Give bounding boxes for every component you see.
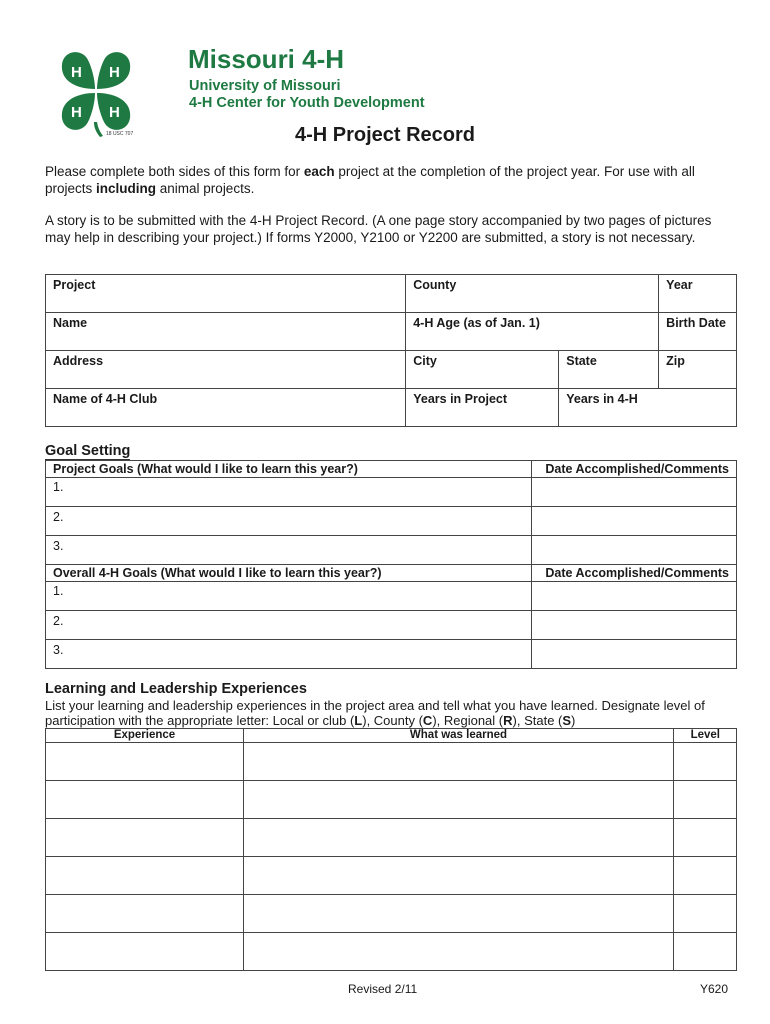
org-line-1: University of Missouri	[189, 78, 341, 94]
level-cell[interactable]	[674, 895, 737, 933]
years-in-4h-field[interactable]: Years in 4-H	[559, 389, 737, 427]
date-comments-header: Date Accomplished/Comments	[532, 461, 737, 478]
intro-paragraph-2: A story is to be submitted with the 4-H Project Record. (A one page story accompanied by two pages of pictures may help in describing your project.) If forms Y2000, Y2100 or Y2200 are submitted, a story is not necessary.	[45, 213, 712, 245]
address-field[interactable]: Address	[46, 351, 406, 389]
birth-date-field[interactable]: Birth Date	[659, 313, 737, 351]
project-goals-header: Project Goals (What would I like to learn this year?)	[46, 461, 532, 478]
club-field[interactable]: Name of 4-H Club	[46, 389, 406, 427]
experiences-table	[45, 728, 737, 971]
overall-goal-1-comment[interactable]	[532, 582, 737, 611]
city-field[interactable]: City	[406, 351, 559, 389]
learning-description: List your learning and leadership experiences in the project area and tell what you have learned. Designate level of participation with the appropriate letter: Local or club (L), County (C), Regional (R), State (S)	[45, 698, 705, 728]
learned-cell[interactable]	[244, 933, 674, 971]
age-field[interactable]: 4-H Age (as of Jan. 1)	[406, 313, 659, 351]
project-goal-2-comment[interactable]	[532, 507, 737, 536]
logo-letter-4: H	[109, 104, 120, 121]
learned-cell[interactable]	[244, 857, 674, 895]
project-goal-1-comment[interactable]	[532, 478, 737, 507]
overall-goal-3[interactable]: 3.	[46, 640, 532, 669]
overall-goal-2-comment[interactable]	[532, 611, 737, 640]
form-id: Y620	[700, 982, 729, 996]
experience-column-header: Experience	[46, 729, 244, 743]
year-field[interactable]: Year	[659, 275, 737, 313]
project-goal-1[interactable]: 1.	[46, 478, 532, 507]
intro-paragraph-1: Please complete both sides of this form for each project at the completion of the project year. For use with all projects including animal projects.	[45, 164, 695, 196]
logo-caption: 18 USC 707	[106, 131, 134, 137]
project-goal-3-comment[interactable]	[532, 536, 737, 565]
project-goal-3[interactable]: 3.	[46, 536, 532, 565]
project-goal-2[interactable]: 2.	[46, 507, 532, 536]
overall-goal-3-comment[interactable]	[532, 640, 737, 669]
experience-cell[interactable]	[46, 895, 244, 933]
experience-cell[interactable]	[46, 857, 244, 895]
org-title: Missouri 4-H	[188, 44, 345, 74]
overall-goals-header: Overall 4-H Goals (What would I like to learn this year?)	[46, 565, 532, 582]
level-cell[interactable]	[674, 819, 737, 857]
member-info-table	[45, 274, 737, 427]
overall-goal-2[interactable]: 2.	[46, 611, 532, 640]
level-cell[interactable]	[674, 857, 737, 895]
project-field[interactable]: Project	[46, 275, 406, 313]
name-field[interactable]: Name	[46, 313, 406, 351]
goal-setting-table	[45, 460, 737, 669]
level-cell[interactable]	[674, 781, 737, 819]
revision-label: Revised 2/11	[348, 982, 418, 996]
overall-goal-1[interactable]: 1.	[46, 582, 532, 611]
document-title: 4-H Project Record	[294, 124, 476, 146]
zip-field[interactable]: Zip	[659, 351, 737, 389]
county-field[interactable]: County	[406, 275, 659, 313]
years-in-project-field[interactable]: Years in Project	[406, 389, 559, 427]
logo-letter-1: H	[71, 64, 82, 81]
logo-letter-3: H	[71, 104, 82, 121]
learned-cell[interactable]	[244, 743, 674, 781]
experience-cell[interactable]	[46, 819, 244, 857]
state-field[interactable]: State	[559, 351, 659, 389]
level-cell[interactable]	[674, 743, 737, 781]
goal-setting-heading: Goal Setting	[45, 443, 131, 459]
level-cell[interactable]	[674, 933, 737, 971]
overall-date-comments-header: Date Accomplished/Comments	[532, 565, 737, 582]
learned-column-header: What was learned	[244, 729, 674, 743]
org-line-2: 4-H Center for Youth Development	[189, 95, 425, 111]
experience-cell[interactable]	[46, 933, 244, 971]
experience-cell[interactable]	[46, 781, 244, 819]
learned-cell[interactable]	[244, 781, 674, 819]
learned-cell[interactable]	[244, 819, 674, 857]
logo-letter-2: H	[109, 64, 120, 81]
learned-cell[interactable]	[244, 895, 674, 933]
learning-heading: Learning and Leadership Experiences	[45, 681, 307, 697]
experience-cell[interactable]	[46, 743, 244, 781]
level-column-header: Level	[674, 729, 737, 743]
